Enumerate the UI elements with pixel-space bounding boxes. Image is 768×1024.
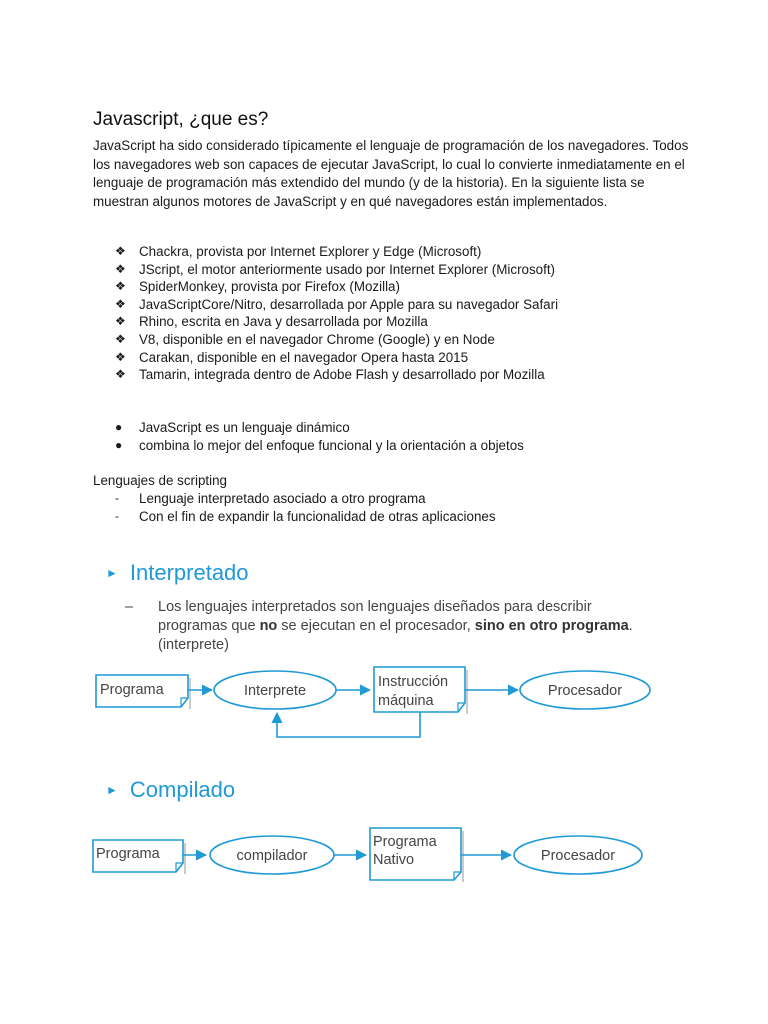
diamond-bullet-icon: ❖ (115, 261, 126, 276)
programa-label: Programa (100, 682, 164, 698)
triangle-bullet-icon: ► (106, 783, 118, 797)
nativo-label-1: Programa (373, 834, 437, 850)
list-item: ❖ Chackra, provista por Internet Explorer y Edge (Microsoft) (115, 244, 482, 259)
dash-bullet-icon: - (115, 491, 119, 505)
procesador-label: Procesador (547, 683, 623, 699)
diamond-bullet-icon: ❖ (115, 296, 126, 311)
compilador-label: compilador (236, 848, 308, 864)
list-item: - Lenguaje interpretado asociado a otro programa (115, 491, 426, 506)
compilado-heading: ► Compilado (106, 777, 236, 802)
list-item: ❖ JavaScriptCore/Nitro, desarrollada por Apple para su navegador Safari (115, 296, 559, 312)
diamond-bullet-icon: ❖ (115, 244, 126, 258)
compilado-diagram (93, 828, 642, 882)
list-item: ❖ JScript, el motor anteriormente usado por Internet Explorer (Microsoft) (115, 261, 556, 277)
list-item: ● JavaScript es un lenguaje dinámico (115, 420, 350, 435)
interpretado-diagram (96, 667, 650, 737)
diamond-bullet-icon: ❖ (115, 367, 126, 382)
list-item: - Con el fin de expandir la funcionalidad de otras aplicaciones (115, 508, 496, 524)
scripting-heading: Lenguajes de scripting (93, 473, 227, 488)
nativo-label-2: Nativo (373, 852, 415, 868)
interprete-label: Interprete (243, 683, 307, 699)
programa-label: Programa (96, 846, 160, 862)
procesador-label: Procesador (540, 848, 616, 864)
page-title: Javascript, ¿que es? (93, 109, 269, 130)
dot-bullet-icon: ● (115, 437, 123, 452)
dot-bullet-icon: ● (115, 420, 123, 434)
instruccion-label-1: Instrucción (378, 674, 449, 690)
interpretado-description: – Los lenguajes interpretados son lenguajes diseñados para describir programas que no se ejecutan en el procesador, sino en otro programa. (interprete) (125, 599, 633, 653)
list-item: ❖ SpiderMonkey, provista por Firefox (Mozilla) (115, 279, 400, 295)
feedback-arrow (277, 712, 420, 737)
list-item: ● combina lo mejor del enfoque funcional y la orientación a objetos (115, 437, 524, 453)
list-item: ❖ Carakan, disponible en el navegador Opera hasta 2015 (115, 349, 469, 365)
instruccion-label-2: máquina (378, 693, 434, 709)
list-item: ❖ V8, disponible en el navegador Chrome (Google) y en Node (115, 331, 495, 347)
en-dash-bullet-icon: – (125, 599, 134, 615)
intro-paragraph: JavaScript ha sido considerado típicamente el lenguaje de programación de los navegadores. Todos los navegadores web son capaces de ejecutar JavaScript, lo cual lo convierte inmediatamente en el lenguaje de programación más extendido del mundo (y de la historia). En la siguiente lista se muestran algunos motores de JavaScript y en qué navegadores están implementados. (93, 138, 689, 209)
list-item: ❖ Tamarin, integrada dentro de Adobe Flash y desarrollado por Mozilla (115, 367, 545, 383)
diamond-bullet-icon: ❖ (115, 331, 126, 346)
diamond-bullet-icon: ❖ (115, 314, 126, 329)
list-item: ❖ Rhino, escrita en Java y desarrollada por Mozilla (115, 314, 428, 330)
diamond-bullet-icon: ❖ (115, 279, 126, 294)
interpretado-heading: ► Interpretado (106, 560, 249, 585)
triangle-bullet-icon: ► (106, 566, 118, 580)
dash-bullet-icon: - (115, 508, 119, 523)
diamond-bullet-icon: ❖ (115, 349, 126, 364)
